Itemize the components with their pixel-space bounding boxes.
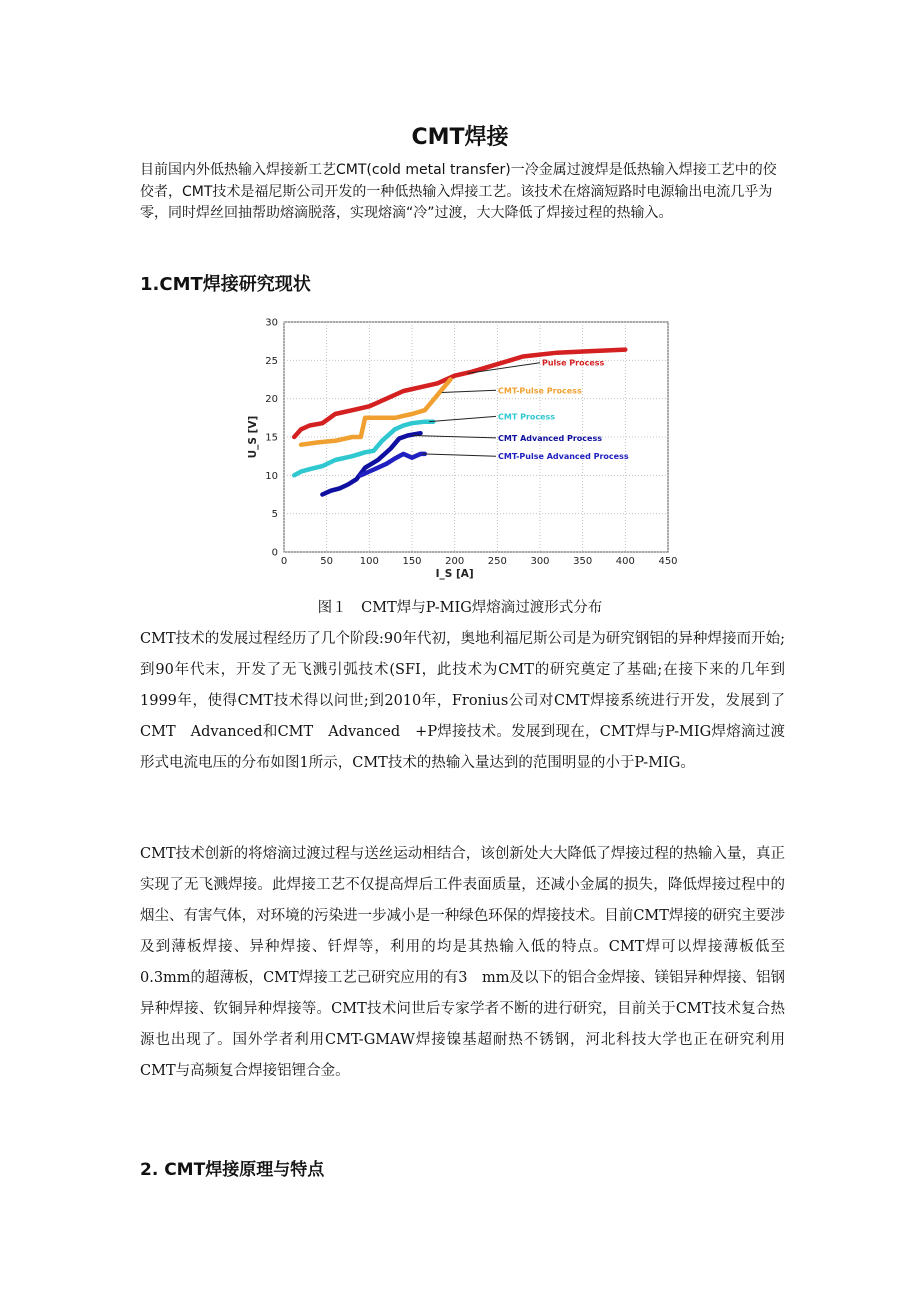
- section-1-heading: 1.CMT焊接研究现状: [140, 274, 311, 295]
- x-tick-label: 400: [615, 556, 635, 567]
- legend-label: CMT Advanced Process: [498, 433, 602, 443]
- y-tick-label: 30: [265, 317, 278, 329]
- body-paragraph-2: CMT技术创新的将熔滴过渡过程与送丝运动相结合，该创新处大大降低了焊接过程的热输入量，真正实现了无飞溅焊接。此焊接工艺不仅提高焊后工件表面质量，还减小金属的损失，降低焊接过程中的烟尘、有害气体，对环境的污染进一步减小是一种绿色环保的焊接技术。目前CMT焊接的研究主要涉及到薄板焊接、异种焊接、钎焊等，利用的均是其热输入低的特点。CMT焊可以焊接薄板低至0.3mm的超薄板，CMT焊接工艺己研究应用的有3 mm及以下的铝合金焊接、镁铝异种焊接、铝钢异种焊接、钦铜异种焊接等。CMT技术问世后专家学者不断的进行研究，目前关于CMT技术复合热源也出现了。国外学者利用CMT-GMAW焊接镍基超耐热不锈钢，河北科技大学也正在研究利用CMT与高频复合焊接铝锂合金。: [140, 846, 785, 1079]
- x-axis-label: I_S [A]: [435, 568, 474, 580]
- x-tick-label: 0: [280, 556, 288, 567]
- x-tick-label: 300: [530, 556, 550, 567]
- intro-paragraph: 目前国内外低热输入焊接新工艺CMT(cold metal transfer)一冷金属过渡焊是低热输入焊接工艺中的佼佼者，CMT技术是福尼斯公司开发的一种低热输入焊接工艺。该技术在熔滴短路时电源输出电流几乎为零，同时焊丝回抽帮助熔滴脱落，实现熔滴“冷”过渡，大大降低了焊接过程的热输入。: [140, 162, 777, 221]
- page-title: CMT焊接: [411, 125, 509, 150]
- x-tick-label: 450: [658, 556, 678, 567]
- body-paragraph-1: CMT技术的发展过程经历了几个阶段:90年代初，奥地利福尼斯公司是为研究钢铝的异种焊接而开始;到90年代末，开发了无飞溅引弧技术(SFI，此技术为CMT的研究奠定了基础;在接下来的几年到1999年，使得CMT技术得以问世;到2010年，Fronius公司对CMT焊接系统进行开发，发展到了CMT Advanced和CMT Advanced +P焊接技术。发展到现在，CMT焊与P-MIG焊熔滴过渡形式电流电压的分布如图1所示，CMT技术的热输入量达到的范围明显的小于P-MIG。: [140, 631, 785, 771]
- legend-label: Pulse Process: [542, 358, 605, 368]
- y-tick-label: 15: [265, 432, 278, 444]
- y-tick-label: 0: [271, 547, 278, 559]
- x-tick-label: 50: [320, 556, 334, 567]
- y-tick-label: 20: [265, 394, 278, 406]
- x-tick-label: 200: [445, 556, 465, 567]
- legend-label: CMT-Pulse Advanced Process: [498, 452, 629, 462]
- x-tick-label: 250: [487, 556, 507, 567]
- y-tick-label: 25: [265, 355, 278, 367]
- x-tick-label: 150: [402, 556, 422, 567]
- legend-label: CMT Process: [498, 412, 556, 422]
- y-axis-label: U_S [V]: [247, 415, 259, 459]
- figure-1-chart: [240, 310, 680, 590]
- legend-label: CMT-Pulse Process: [498, 386, 582, 396]
- x-tick-label: 350: [573, 556, 593, 567]
- y-tick-label: 10: [265, 470, 278, 482]
- figure-caption: 图１ CMT焊与P-MIG焊熔滴过渡形式分布: [317, 600, 603, 616]
- y-tick-label: 5: [271, 509, 278, 521]
- x-tick-label: 100: [359, 556, 379, 567]
- section-2-heading: 2. CMT焊接原理与特点: [140, 1160, 325, 1180]
